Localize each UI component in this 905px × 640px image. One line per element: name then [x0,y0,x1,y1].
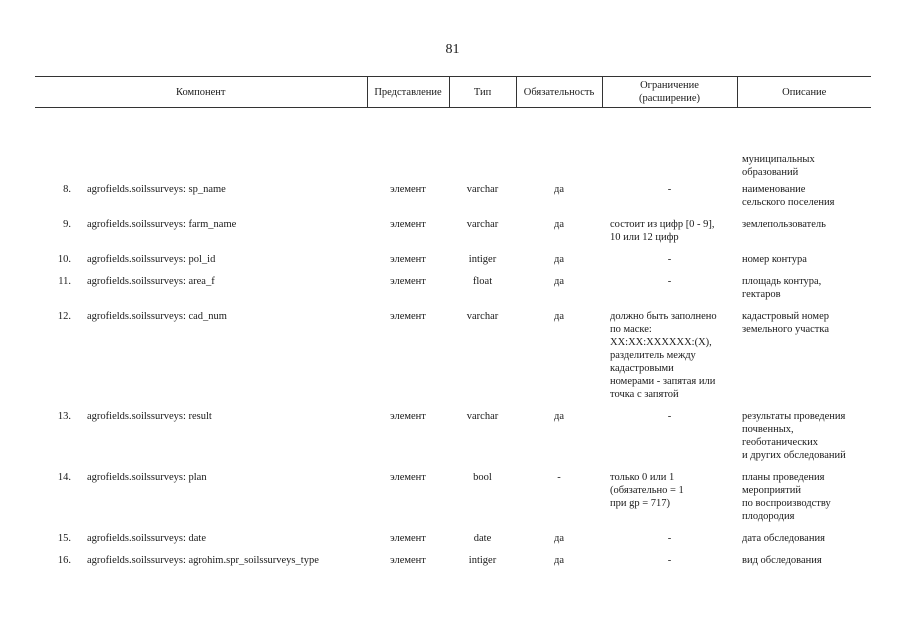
cell-description [737,251,871,273]
cell-constraint [602,251,737,273]
cell-constraint [602,181,737,216]
header-constraint-line: (расширение) [638,93,701,104]
components-table [35,76,871,574]
description-line: планы проведения [742,472,825,483]
cell-description [737,308,871,408]
description-line: плодородия [742,511,795,522]
cell-required: да [554,411,565,422]
cell-component: agrofields.soilssurveys: agrohim.spr_soilssurveys_type [87,555,319,566]
table-row [35,469,871,530]
constraint-line: только 0 или 1 [610,472,675,483]
header-type: Тип [449,77,516,108]
cell-constraint [602,308,737,408]
cell-number: 15. [57,533,71,544]
cell-type: float [472,276,493,287]
cell-constraint [602,216,737,251]
cell-constraint [602,552,737,574]
empty-cell [79,108,367,182]
description-line: и других обследований [742,450,846,461]
header-representation: Представление [367,77,449,108]
description-line: муниципальных [742,154,815,165]
constraint-line: номерами - запятая или [610,376,716,387]
description-line: дата обследования [742,533,825,544]
table-row [35,251,871,273]
description-line: площадь контура, [742,276,822,287]
empty-cell [449,108,516,182]
cell-description [737,530,871,552]
cell-number: 8. [63,184,71,195]
description-line: гектаров [742,289,781,300]
empty-cell [602,108,737,182]
table-row [35,216,871,251]
constraint-line: кадастровыми [610,363,674,374]
constraint-line: по маске: [610,324,652,335]
cell-number: 9. [63,219,71,230]
cell-number: 10. [57,254,71,265]
cell-required: да [554,219,565,230]
constraint-line: должно быть заполнено [610,311,717,322]
cell-type: varchar [466,219,499,230]
header-constraint [602,77,737,108]
cell-constraint [602,469,737,530]
cell-representation: элемент [390,254,426,265]
cell-component: agrofields.soilssurveys: area_f [87,276,215,287]
cell-required: да [554,555,565,566]
cell-description [737,273,871,308]
constraint-line: - [667,555,672,566]
cell-component: agrofields.soilssurveys: sp_name [87,184,226,195]
cell-type: intiger [468,555,497,566]
table-row [35,408,871,469]
table-body [35,108,871,575]
constraint-line: - [667,276,672,287]
cell-number: 13. [57,411,71,422]
cell-number: 16. [57,555,71,566]
cell-component: agrofields.soilssurveys: farm_name [87,219,237,230]
table-row-continuation [35,108,871,182]
cell-representation: элемент [390,411,426,422]
cell-component: agrofields.soilssurveys: date [87,533,206,544]
constraint-line: - [667,254,672,265]
description-line: кадастровый номер [742,311,829,322]
header-description: Описание [737,77,871,108]
cell-representation: элемент [390,555,426,566]
description-line: образований [742,167,799,178]
header-required: Обязательность [516,77,602,108]
cell-component: agrofields.soilssurveys: cad_num [87,311,227,322]
cell-representation: элемент [390,184,426,195]
cell-type: date [473,533,492,544]
description-line: мероприятий [742,485,801,496]
cell-type: bool [473,472,492,483]
constraint-line: (обязательно = 1 [610,485,684,496]
cell-constraint [602,408,737,469]
cell-description [737,408,871,469]
header-constraint-line: Ограничение [640,80,699,91]
cell-representation: элемент [390,472,426,483]
page-number: 81 [445,42,460,57]
table-row [35,530,871,552]
cell-type: varchar [466,311,499,322]
constraint-line: - [667,411,672,422]
cell-type: varchar [466,184,499,195]
description-line: по воспроизводству [742,498,831,509]
table-row [35,308,871,408]
cell-component: agrofields.soilssurveys: result [87,411,212,422]
cell-description [737,552,871,574]
cell-component: agrofields.soilssurveys: pol_id [87,254,216,265]
constraint-line: точка с запятой [610,389,679,400]
cell-required: да [554,276,565,287]
cell-representation: элемент [390,533,426,544]
cell-required: да [554,533,565,544]
cell-required: да [554,184,565,195]
table-header [35,77,871,108]
cell-representation: элемент [390,219,426,230]
description-line: землепользователь [742,219,826,230]
cell-number: 14. [57,472,71,483]
cell-number: 11. [58,276,71,287]
cell-required: - [557,472,561,483]
cell-type: varchar [466,411,499,422]
description-line: наименование [742,184,806,195]
description-line: земельного участка [742,324,829,335]
cell-representation: элемент [390,276,426,287]
constraint-line: разделитель между [610,350,696,361]
constraint-line: - [667,533,672,544]
description-line: сельского поселения [742,197,835,208]
description-line: геоботанических [742,437,818,448]
constraint-line: при gp = 717) [610,498,671,509]
cell-representation: элемент [390,311,426,322]
empty-cell [35,108,79,182]
table-row [35,181,871,216]
empty-cell [516,108,602,182]
description-line: номер контура [742,254,807,265]
table-row [35,552,871,574]
constraint-line: 10 или 12 цифр [610,232,679,243]
description-line: почвенных, [742,424,794,435]
constraint-line: XX:XX:XXXXXX:(X), [610,337,712,348]
header-component: Компонент [35,77,367,108]
cell-description [737,108,871,182]
cell-description [737,181,871,216]
cell-required: да [554,254,565,265]
table-row [35,273,871,308]
cell-component: agrofields.soilssurveys: plan [87,472,207,483]
cell-type: intiger [468,254,497,265]
cell-constraint [602,530,737,552]
description-line: вид обследования [742,555,822,566]
constraint-line: состоит из цифр [0 - 9], [610,219,715,230]
cell-required: да [554,311,565,322]
description-line: результаты проведения [742,411,846,422]
cell-number: 12. [57,311,71,322]
cell-description [737,469,871,530]
constraint-line: - [667,184,672,195]
cell-description [737,216,871,251]
empty-cell [367,108,449,182]
cell-constraint [602,273,737,308]
